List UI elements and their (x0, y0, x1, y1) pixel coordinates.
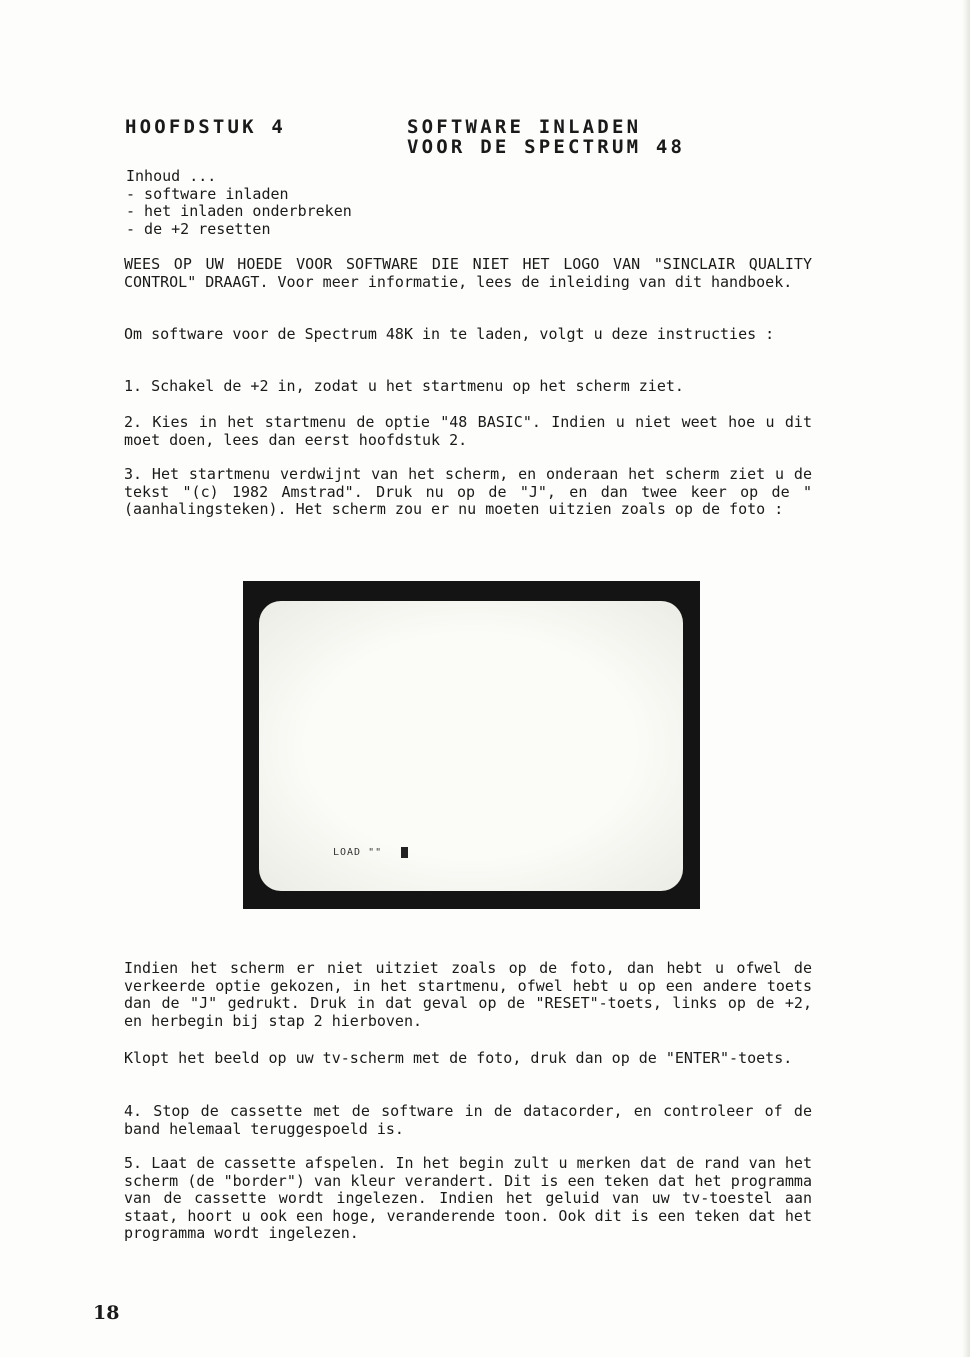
contents-item: - het inladen onderbreken (126, 202, 352, 220)
step-2: 2. Kies in het startmenu de optie "48 BASIC". Indien u niet weet hoe u dit moet doen, lees dan eerst hoofdstuk 2. (124, 413, 812, 449)
check-paragraph: Klopt het beeld op uw tv-scherm met de foto, druk dan op de "ENTER"-toets. (124, 1049, 793, 1067)
chapter-title-line-2: VOOR DE SPECTRUM 48 (407, 136, 686, 158)
chapter-number: HOOFDSTUK 4 (125, 116, 287, 138)
cursor-block (401, 847, 408, 858)
step-4: 4. Stop de cassette met de software in de datacorder, en controleer of de band helemaal teruggespoeld is. (124, 1102, 812, 1138)
page-number: 18 (93, 1302, 120, 1324)
intro-paragraph: Om software voor de Spectrum 48K in te laden, volgt u deze instructies : (124, 325, 775, 343)
contents-item: - de +2 resetten (126, 219, 271, 238)
contents-list (126, 168, 352, 238)
load-command-text: LOAD "" (333, 847, 383, 858)
step-3: 3. Het startmenu verdwijnt van het scherm, en onderaan het scherm ziet u de tekst "(c) 1982 Amstrad". Druk nu op de "J", en dan twee keer op de " (aanhalingsteken). Het scherm zou er nu moeten uitzien zoals op de foto : (124, 465, 812, 518)
tv-screen-photo (243, 581, 700, 909)
warning-paragraph: WEES OP UW HOEDE VOOR SOFTWARE DIE NIET HET LOGO VAN "SINCLAIR QUALITY CONTROL" DRAAGT. Voor meer informatie, lees de inleiding van dit handboek. (124, 255, 812, 291)
step-1: 1. Schakel de +2 in, zodat u het startmenu op het scherm ziet. (124, 377, 684, 395)
step-5: 5. Laat de cassette afspelen. In het begin zult u merken dat de rand van het scherm (de "border") van kleur verandert. Dit is een teken dat het programma van de cassette wordt ingelezen. Indien het geluid van uw tv-toestel aan staat, hoort u ook een hoge, veranderende toon. Ook dit is een teken dat het programma wordt ingelezen. (124, 1154, 812, 1242)
after-photo-paragraph: Indien het scherm er niet uitziet zoals op de foto, dan hebt u ofwel de verkeerde optie gekozen, in het startmenu, ofwel hebt u op een andere toets dan de "J" gedrukt. Druk in dat geval op de "RESET"-toets, links op de +2, en herbegin bij stap 2 hierboven. (124, 959, 812, 1030)
crt-display (259, 601, 683, 891)
page-edge (962, 0, 970, 1357)
chapter-title-line-1: SOFTWARE INLADEN (407, 116, 642, 138)
contents-heading: Inhoud ... (126, 167, 217, 185)
contents-item: - software inladen (126, 184, 289, 203)
